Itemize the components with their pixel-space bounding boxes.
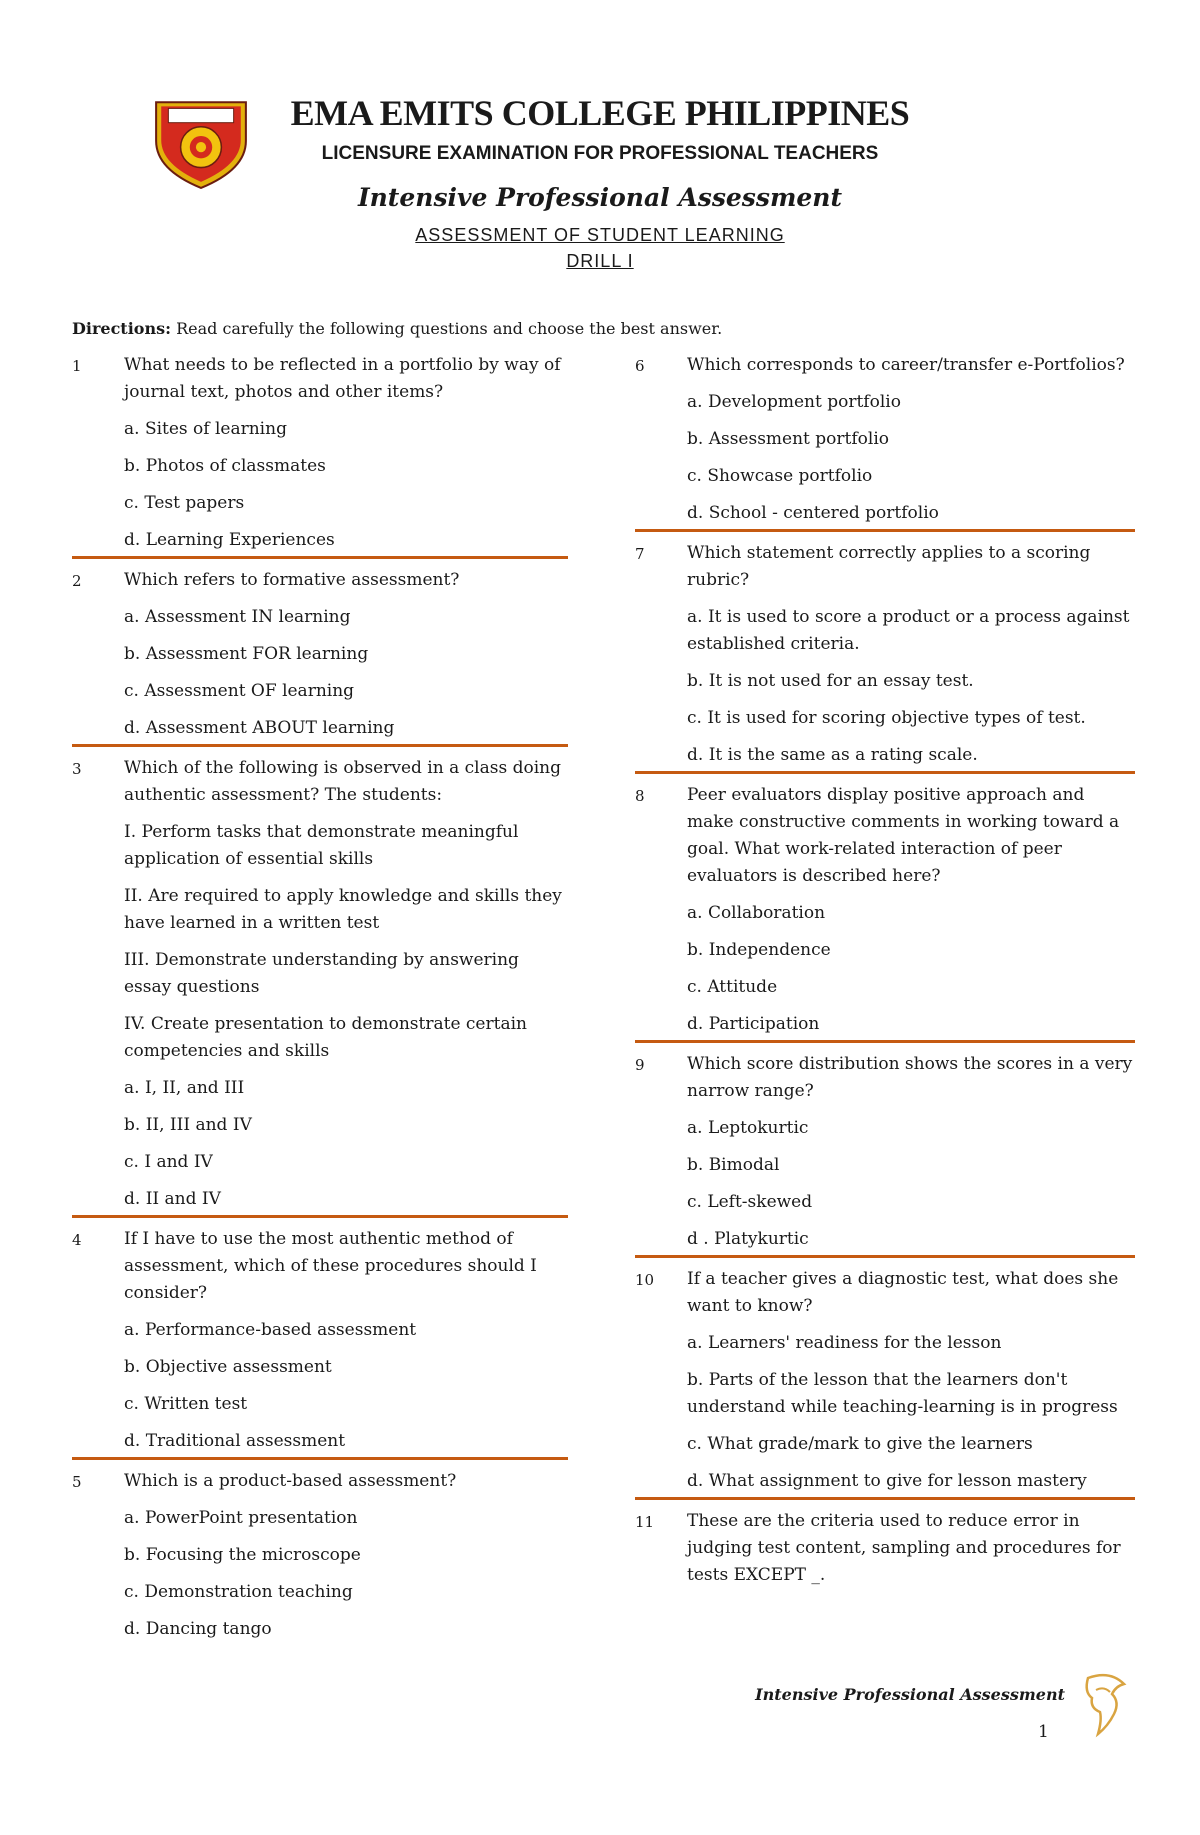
question-6 [635,352,1135,532]
answer-option: c. Showcase portfolio [687,466,873,486]
answer-option: a. PowerPoint presentation [124,1508,358,1528]
page-number: 1 [1038,1722,1049,1742]
answer-option: d. Participation [687,1014,820,1034]
answer-option: b. Assessment portfolio [687,429,889,449]
answer-option: d. Assessment ABOUT learning [124,718,395,738]
directions [72,319,722,338]
answer-option: c. Assessment OF learning [124,681,355,701]
question-number: 3 [72,760,82,778]
answer-option: d. School - centered portfolio [687,503,939,523]
answer-option: d. It is the same as a rating scale. [687,745,978,765]
answer-option: d. What assignment to give for lesson mastery [687,1471,1087,1491]
question-stem: Which corresponds to career/transfer e-Portfolios? [687,355,1125,375]
question-number: 11 [635,1513,655,1531]
answer-option: b. It is not used for an essay test. [687,671,974,691]
answer-option: a. Learners' readiness for the lesson [687,1333,1002,1353]
question-number: 4 [72,1231,82,1249]
question-stem: If a teacher gives a diagnostic test, what does she want to know? [687,1269,1119,1316]
question-stem: Which is a product-based assessment? [124,1471,457,1491]
question-stem: Which score distribution shows the scores in a very narrow range? [687,1054,1133,1101]
footer-ornament-icon [1080,1668,1130,1738]
answer-option: d. Dancing tango [124,1619,272,1639]
question-stem: What needs to be reflected in a portfolio by way of journal text, photos and other items? [124,355,561,402]
question-column-left [72,352,568,1645]
question-4 [72,1226,568,1460]
question-number: 5 [72,1473,82,1491]
footer-label: Intensive Professional Assessment [755,1685,1065,1704]
question-stem: Which of the following is observed in a class doing authentic assessment? The students: [124,758,561,805]
answer-option: b. Bimodal [687,1155,780,1175]
answer-option: a. It is used to score a product or a process against established criteria. [687,607,1130,654]
answer-option: a. Sites of learning [124,419,287,439]
answer-option: c. Demonstration teaching [124,1582,353,1602]
question-11 [635,1508,1135,1591]
answer-option: b. Focusing the microscope [124,1545,361,1565]
answer-option: b. Objective assessment [124,1357,332,1377]
directions-text: Read carefully the following questions and choose the best answer. [171,319,723,338]
question-number: 2 [72,572,82,590]
question-10 [635,1266,1135,1500]
question-stem: These are the criteria used to reduce error in judging test content, sampling and procedures for tests EXCEPT _. [687,1511,1121,1585]
answer-option: a. Leptokurtic [687,1118,809,1138]
subject-title: ASSESSMENT OF STUDENT LEARNING [415,225,785,245]
question-7 [635,540,1135,774]
question-9 [635,1051,1135,1258]
answer-option: b. Independence [687,940,831,960]
answer-option: a. Assessment IN learning [124,607,351,627]
question-number: 10 [635,1271,655,1289]
answer-option: d. Traditional assessment [124,1431,346,1451]
question-number: 6 [635,357,645,375]
question-number: 7 [635,545,645,563]
question-8 [635,782,1135,1043]
answer-option: d . Platykurtic [687,1229,809,1249]
drill-title: DRILL I [566,251,634,271]
answer-option: c. I and IV [124,1152,213,1172]
statement-item: IV. Create presentation to demonstrate certain competencies and skills [124,1014,527,1061]
question-stem: Which statement correctly applies to a scoring rubric? [687,543,1091,590]
question-3 [72,755,568,1218]
answer-option: b. Parts of the lesson that the learners don't understand while teaching-learning is in progress [687,1370,1118,1417]
answer-option: a. I, II, and III [124,1078,245,1098]
answer-option: a. Development portfolio [687,392,901,412]
answer-option: c. Left-skewed [687,1192,813,1212]
answer-option: c. Written test [124,1394,248,1414]
exam-title: LICENSURE EXAMINATION FOR PROFESSIONAL TEACHERS [321,143,879,164]
question-stem: If I have to use the most authentic method of assessment, which of these procedures should I consider? [124,1229,537,1303]
answer-option: d. Learning Experiences [124,530,335,550]
answer-option: c. Test papers [124,493,245,513]
question-stem: Which refers to formative assessment? [124,570,460,590]
question-stem: Peer evaluators display positive approach and make constructive comments in working toward a goal. What work-related interaction of peer evaluators is described here? [687,785,1120,886]
statement-item: II. Are required to apply knowledge and skills they have learned in a written test [124,886,562,933]
answer-option: c. Attitude [687,977,778,997]
answer-option: b. II, III and IV [124,1115,252,1135]
answer-option: b. Assessment FOR learning [124,644,369,664]
school-name: EMA EMITS COLLEGE PHILIPPINES [290,93,910,133]
answer-option: d. II and IV [124,1189,221,1209]
answer-option: c. It is used for scoring objective types of test. [687,708,1086,728]
answer-option: a. Collaboration [687,903,826,923]
program-title: Intensive Professional Assessment [357,183,843,212]
answer-option: c. What grade/mark to give the learners [687,1434,1033,1454]
statement-item: III. Demonstrate understanding by answering essay questions [124,950,519,997]
answer-option: b. Photos of classmates [124,456,326,476]
answer-option: a. Performance-based assessment [124,1320,417,1340]
question-column-right [635,352,1135,1591]
question-2 [72,567,568,747]
question-1 [72,352,568,559]
directions-label: Directions: [72,319,171,338]
question-number: 8 [635,787,645,805]
question-number: 1 [72,357,82,375]
question-number: 9 [635,1056,645,1074]
question-5 [72,1468,568,1645]
statement-item: I. Perform tasks that demonstrate meaningful application of essential skills [124,822,519,869]
